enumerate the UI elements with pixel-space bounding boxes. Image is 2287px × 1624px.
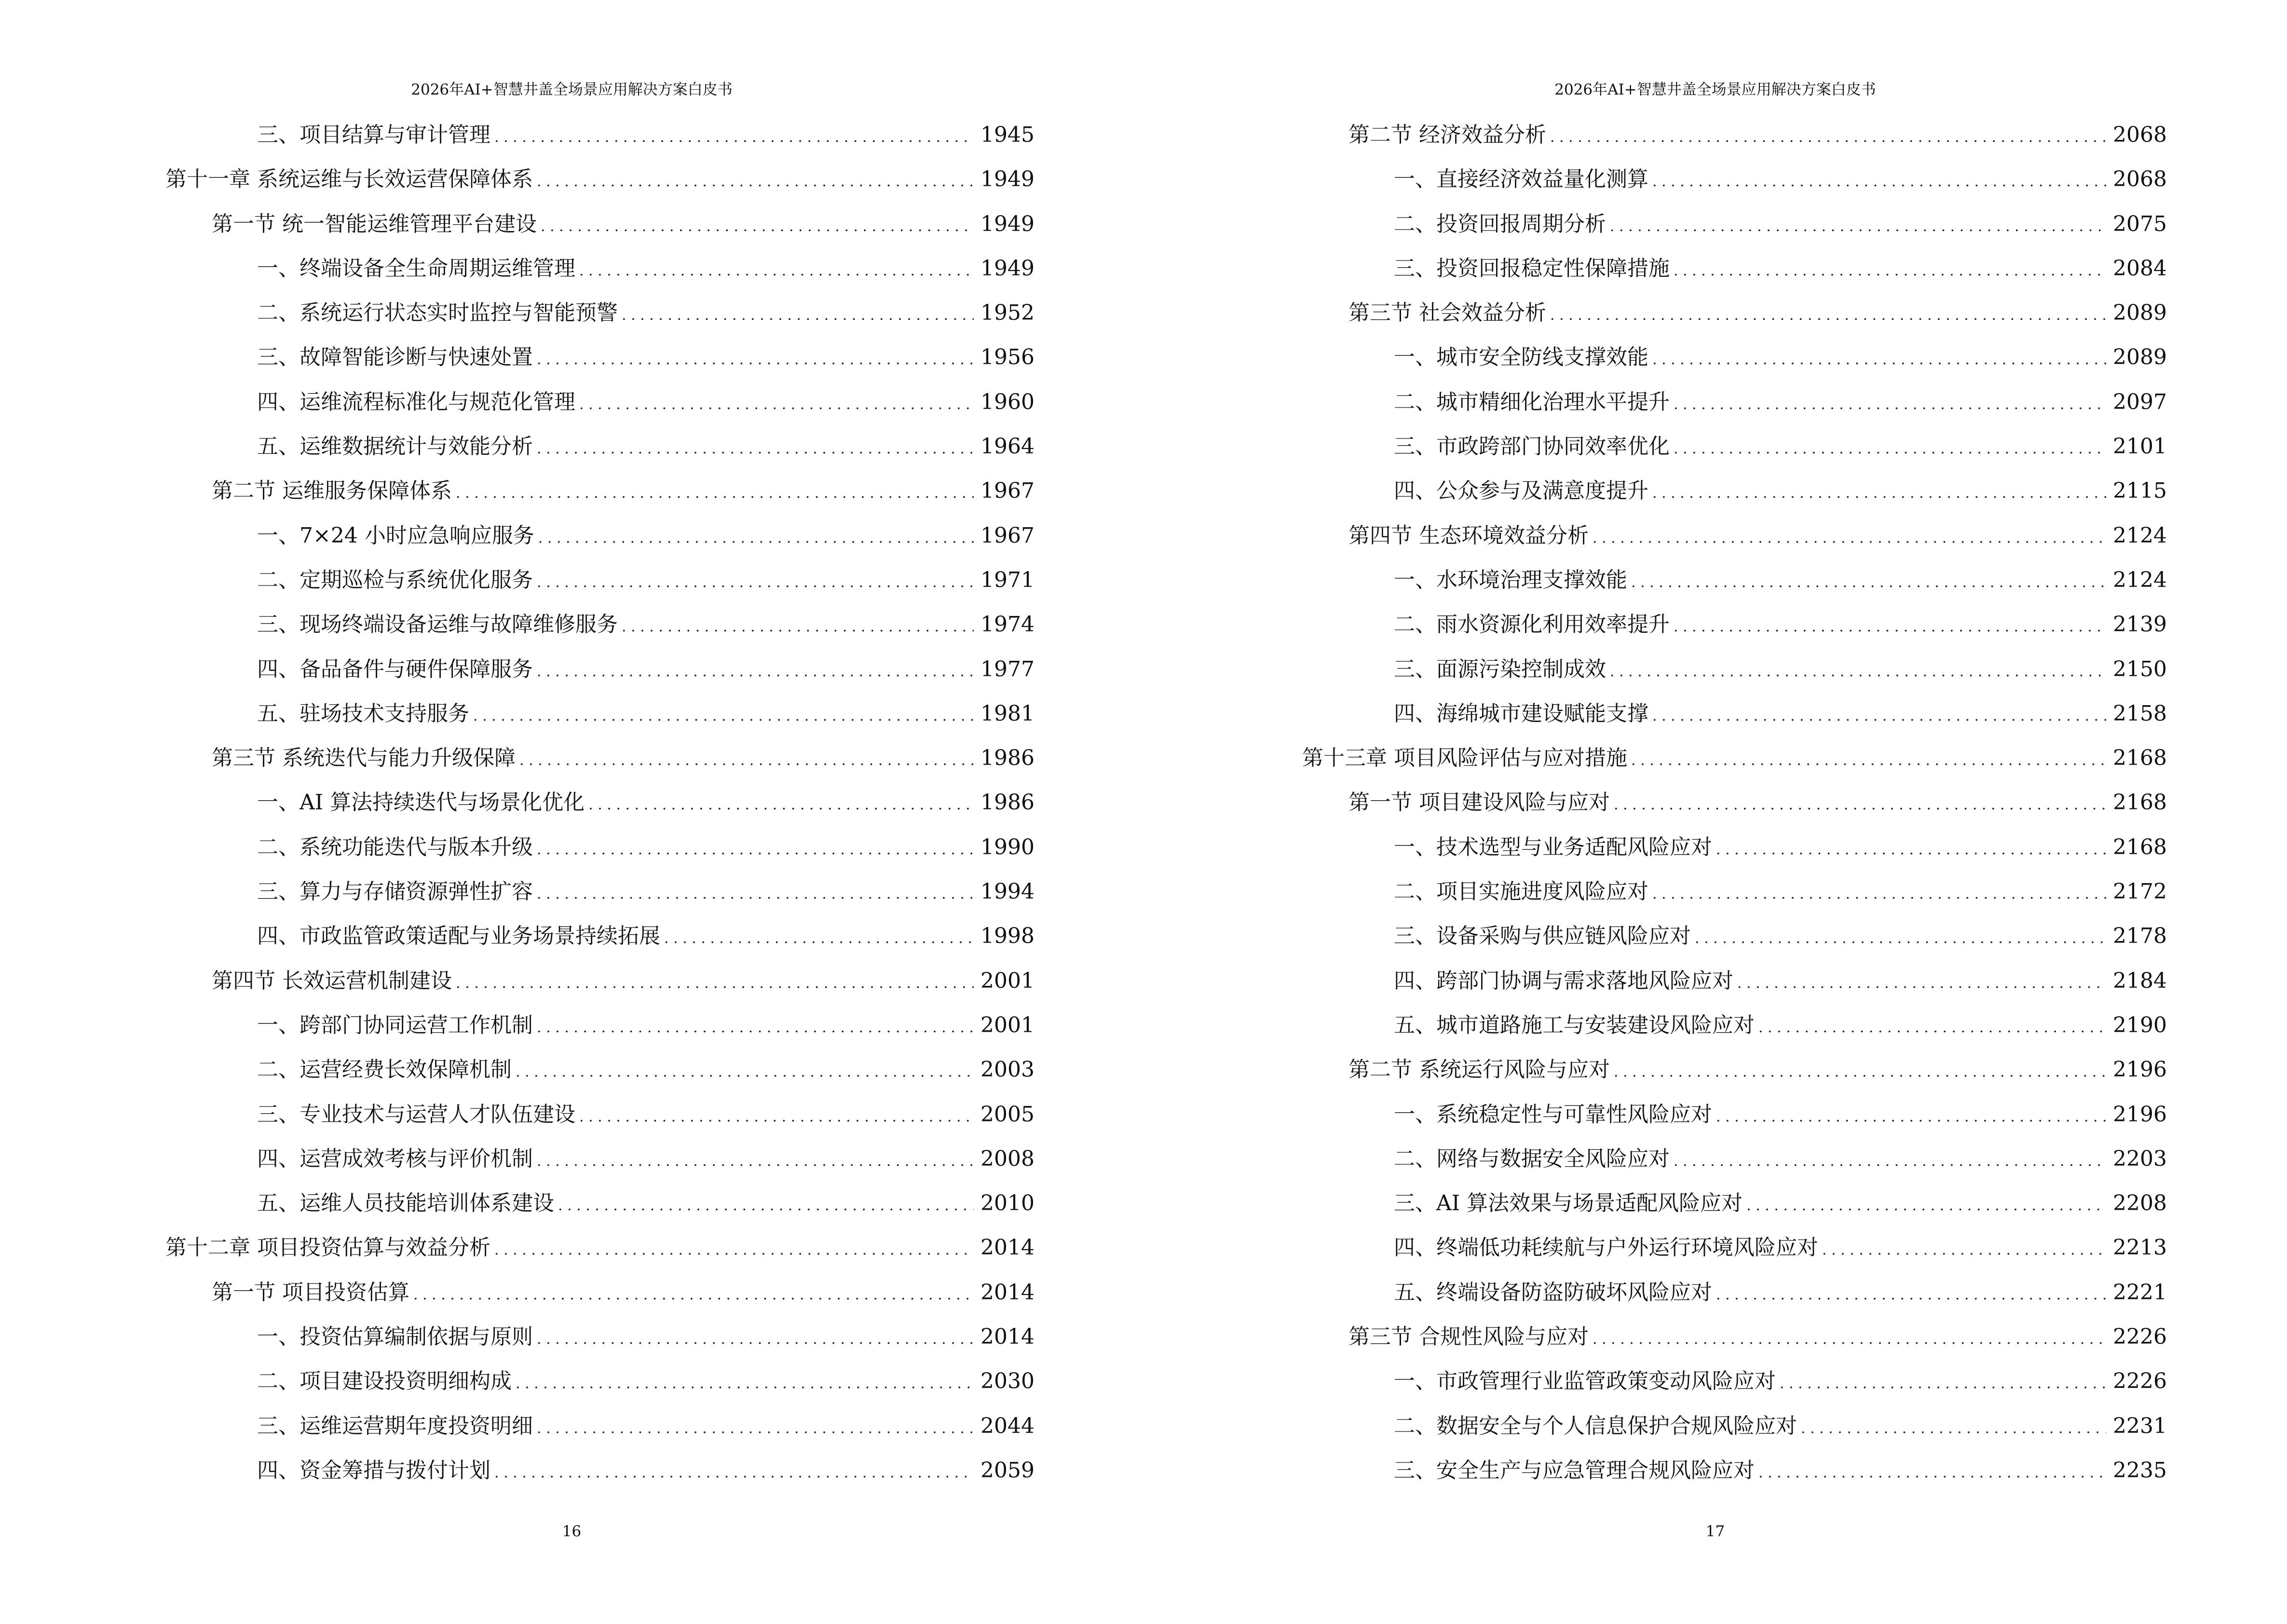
dot-leader <box>1758 1460 2106 1487</box>
dot-leader <box>1746 1192 2106 1219</box>
toc-entry-item[interactable] <box>165 389 1035 433</box>
toc-entry-page-number: 2168 <box>2113 790 2167 815</box>
dot-leader <box>1674 258 2106 285</box>
dot-leader <box>622 302 974 329</box>
toc-entry-page-number: 2014 <box>980 1235 1035 1260</box>
dot-leader <box>516 1059 974 1086</box>
toc-entry-title: 第一节 统一智能运维管理平台建设 <box>212 211 537 236</box>
toc-entry-title: 四、海绵城市建设赋能支撑 <box>1394 701 1648 726</box>
toc-entry-title: 第二节 系统运行风险与应对 <box>1348 1057 1610 1082</box>
dot-leader <box>1652 881 2106 908</box>
toc-entry-section[interactable] <box>1302 789 2167 833</box>
toc-entry-page-number: 2184 <box>2113 968 2167 993</box>
toc-entry-page-number: 1952 <box>980 300 1035 326</box>
toc-entry-page-number: 1998 <box>980 924 1035 949</box>
toc-entry-page-number: 2213 <box>2113 1235 2167 1260</box>
toc-entry-page-number: 2044 <box>980 1413 1035 1438</box>
toc-entry-item[interactable] <box>165 255 1035 300</box>
toc-entry-title: 二、数据安全与个人信息保护合规风险应对 <box>1394 1413 1797 1438</box>
toc-entry-page-number: 2068 <box>2113 167 2167 192</box>
toc-entry-page-number: 1994 <box>980 879 1035 904</box>
dot-leader <box>1716 836 2106 863</box>
toc-entry-page-number: 1945 <box>980 123 1035 147</box>
dot-leader <box>541 213 974 240</box>
toc-entry-title: 一、直接经济效益量化测算 <box>1394 167 1648 192</box>
dot-leader <box>1758 1014 2106 1041</box>
toc-entry-page-number: 2059 <box>980 1458 1035 1483</box>
toc-entry-item[interactable] <box>165 433 1035 478</box>
dot-leader <box>1614 1059 2106 1086</box>
dot-leader <box>537 881 974 908</box>
toc-entry-page-number: 2115 <box>2113 478 2167 504</box>
toc-entry-page-number: 2001 <box>980 968 1035 993</box>
toc-entry-page-number: 2226 <box>2113 1324 2167 1350</box>
toc-entry-page-number: 2196 <box>2113 1057 2167 1082</box>
dot-leader <box>1652 168 2106 195</box>
toc-entry-section[interactable] <box>165 1279 1035 1324</box>
toc-entry-title: 二、系统功能迭代与版本升级 <box>257 834 533 860</box>
dot-leader <box>1550 124 2106 151</box>
toc-entry-title: 第三节 合规性风险与应对 <box>1348 1324 1589 1350</box>
toc-entry-title: 五、终端设备防盗防破坏风险应对 <box>1394 1280 1712 1305</box>
toc-entry-item[interactable] <box>165 700 1035 745</box>
toc-entry-page-number: 2014 <box>980 1324 1035 1350</box>
dot-leader <box>1550 302 2106 329</box>
toc-entry-title: 三、投资回报稳定性保障措施 <box>1394 256 1670 281</box>
toc-entry-item[interactable] <box>165 344 1035 388</box>
toc-entry-page-number: 2101 <box>2113 434 2167 459</box>
toc-entry-item[interactable] <box>165 611 1035 655</box>
dot-leader <box>1614 792 2106 819</box>
toc-entry-section[interactable] <box>1302 122 2167 166</box>
toc-entry-title: 第一节 项目投资估算 <box>212 1280 409 1305</box>
toc-entry-title: 三、算力与存储资源弹性扩容 <box>257 879 533 904</box>
toc-entry-page-number: 2196 <box>2113 1102 2167 1127</box>
dot-leader <box>1610 213 2106 240</box>
toc-entry-item[interactable] <box>1302 1279 2167 1324</box>
toc-entry-page-number: 2208 <box>2113 1191 2167 1216</box>
toc-entry-title: 二、雨水资源化利用效率提升 <box>1394 612 1670 637</box>
dot-leader <box>1716 1282 2106 1309</box>
toc-entry-item[interactable] <box>165 1056 1035 1101</box>
toc-entry-page-number: 2089 <box>2113 345 2167 370</box>
toc-entry-item[interactable] <box>165 789 1035 833</box>
toc-entry-item[interactable] <box>1302 878 2167 923</box>
toc-entry-item[interactable] <box>165 656 1035 700</box>
toc-entry-title: 第二节 经济效益分析 <box>1348 123 1546 147</box>
right-page <box>1144 0 2287 1624</box>
toc-entry-page-number: 2226 <box>2113 1369 2167 1394</box>
toc-entry-title: 一、跨部门协同运营工作机制 <box>257 1012 533 1037</box>
toc-entry-section[interactable] <box>165 968 1035 1012</box>
page-number: 17 <box>1705 1523 1725 1540</box>
toc-entry-title: 二、系统运行状态实时监控与智能预警 <box>257 300 618 326</box>
toc-entry-page-number: 2005 <box>980 1102 1035 1127</box>
toc-entry-page-number: 2030 <box>980 1369 1035 1394</box>
toc-entry-section[interactable] <box>1302 1056 2167 1101</box>
toc-entry-title: 一、AI 算法持续迭代与场景化优化 <box>257 790 585 815</box>
toc-entry-page-number: 1949 <box>980 167 1035 192</box>
toc-entry-title: 四、运营成效考核与评价机制 <box>257 1146 533 1171</box>
toc-entry-title: 第四节 生态环境效益分析 <box>1348 523 1589 548</box>
toc-entry-item[interactable] <box>1302 211 2167 255</box>
toc-entry-page-number: 2089 <box>2113 300 2167 326</box>
toc-entry-title: 二、运营经费长效保障机制 <box>257 1057 512 1082</box>
dot-leader <box>537 1326 974 1353</box>
toc-entry-page-number: 2139 <box>2113 612 2167 637</box>
dot-leader <box>579 1104 974 1131</box>
dot-leader <box>1674 1148 2106 1175</box>
toc-entry-chapter[interactable] <box>165 1234 1035 1279</box>
toc-entry-page-number: 2075 <box>2113 211 2167 236</box>
toc-entry-item[interactable] <box>1302 1012 2167 1056</box>
toc-entry-title: 四、跨部门协调与需求落地风险应对 <box>1394 968 1733 993</box>
toc-entry-page-number: 1981 <box>980 701 1035 726</box>
toc-entry-page-number: 1967 <box>980 478 1035 504</box>
dot-leader <box>1822 1237 2106 1264</box>
toc-entry-item[interactable] <box>1302 567 2167 611</box>
dot-leader <box>519 747 974 774</box>
toc-entry-title: 一、终端设备全生命周期运维管理 <box>257 256 575 281</box>
toc-entry-chapter[interactable] <box>1302 745 2167 789</box>
dot-leader <box>558 1192 974 1219</box>
dot-leader <box>664 925 974 952</box>
dot-leader <box>1631 569 2106 596</box>
toc-entry-page-number: 1949 <box>980 256 1035 281</box>
toc-entry-page-number: 2010 <box>980 1191 1035 1216</box>
dot-leader <box>588 792 974 819</box>
toc-entry-title: 四、市政监管政策适配与业务场景持续拓展 <box>257 924 660 949</box>
toc-entry-item[interactable] <box>1302 1101 2167 1146</box>
toc-entry-page-number: 1971 <box>980 567 1035 592</box>
toc-entry-page-number: 2190 <box>2113 1012 2167 1037</box>
toc-entry-page-number: 1986 <box>980 790 1035 815</box>
dot-leader <box>1737 970 2106 997</box>
toc-entry-title: 五、运维数据统计与效能分析 <box>257 434 533 459</box>
toc-entry-title: 一、水环境治理支撑效能 <box>1394 567 1627 592</box>
dot-leader <box>1674 391 2106 418</box>
toc-entry-page-number: 2168 <box>2113 746 2167 771</box>
toc-entry-title: 三、故障智能诊断与快速处置 <box>257 345 533 370</box>
dot-leader <box>538 525 974 552</box>
toc-entry-title: 二、城市精细化治理水平提升 <box>1394 389 1670 414</box>
toc-entry-title: 五、城市道路施工与安装建设风险应对 <box>1394 1012 1755 1037</box>
dot-leader <box>622 614 974 641</box>
toc-entry-page-number: 2001 <box>980 1012 1035 1037</box>
toc-entry-page-number: 2068 <box>2113 123 2167 147</box>
toc-entry-title: 三、面源污染控制成效 <box>1394 656 1606 682</box>
toc-entry-page-number: 1956 <box>980 345 1035 370</box>
dot-leader <box>494 124 974 151</box>
toc-entry-section[interactable] <box>165 745 1035 789</box>
toc-entry-title: 二、定期巡检与系统优化服务 <box>257 567 533 592</box>
dot-leader <box>1631 747 2106 774</box>
toc-entry-item[interactable] <box>1302 166 2167 210</box>
toc-entry-page-number: 2231 <box>2113 1413 2167 1438</box>
dot-leader <box>537 836 974 863</box>
toc-entry-title: 一、城市安全防线支撑效能 <box>1394 345 1648 370</box>
toc-entry-page-number: 2203 <box>2113 1146 2167 1171</box>
toc-entry-page-number: 2097 <box>2113 389 2167 414</box>
toc-entry-item[interactable] <box>165 567 1035 611</box>
toc-entry-item[interactable] <box>1302 834 2167 878</box>
toc-entry-item[interactable] <box>165 878 1035 923</box>
dot-leader <box>413 1282 974 1309</box>
toc-entry-item[interactable] <box>1302 1368 2167 1412</box>
dot-leader <box>1801 1415 2106 1442</box>
toc-entry-title: 一、系统稳定性与可靠性风险应对 <box>1394 1102 1712 1127</box>
running-header: 2026年AI+智慧井盖全场景应用解决方案白皮书 <box>411 81 733 98</box>
dot-leader <box>1610 658 2106 685</box>
toc-entry-item[interactable] <box>165 834 1035 878</box>
toc-entry-item[interactable] <box>1302 389 2167 433</box>
toc-entry-page-number: 1977 <box>980 656 1035 682</box>
toc-entry-item[interactable] <box>1302 1457 2167 1501</box>
toc-entry-item[interactable] <box>1302 478 2167 522</box>
toc-entry-page-number: 1967 <box>980 523 1035 548</box>
toc-entry-page-number: 2178 <box>2113 924 2167 949</box>
dot-leader <box>579 258 974 285</box>
toc-entry-title: 五、驻场技术支持服务 <box>257 701 469 726</box>
dot-leader <box>1674 614 2106 641</box>
toc-entry-page-number: 2150 <box>2113 656 2167 682</box>
toc-entry-page-number: 2008 <box>980 1146 1035 1171</box>
toc-entry-title: 一、投资估算编制依据与原则 <box>257 1324 533 1350</box>
dot-leader <box>537 1415 974 1442</box>
toc-entry-section[interactable] <box>1302 1324 2167 1368</box>
toc-list <box>165 122 1035 1501</box>
dot-leader <box>1652 346 2106 373</box>
page-number: 16 <box>562 1523 582 1540</box>
toc-entry-title: 三、设备采购与供应链风险应对 <box>1394 924 1691 949</box>
toc-entry-item[interactable] <box>1302 611 2167 655</box>
toc-list <box>1302 122 2167 1501</box>
toc-entry-title: 一、7×24 小时应急响应服务 <box>257 523 534 548</box>
dot-leader <box>1780 1370 2106 1397</box>
toc-entry-title: 第十一章 系统运维与长效运营保障体系 <box>165 167 533 192</box>
dot-leader <box>494 1460 974 1487</box>
toc-entry-title: 三、项目结算与审计管理 <box>257 123 490 147</box>
toc-entry-page-number: 1974 <box>980 612 1035 637</box>
toc-entry-title: 二、项目建设投资明细构成 <box>257 1369 512 1394</box>
toc-entry-item[interactable] <box>165 1012 1035 1056</box>
toc-entry-item[interactable] <box>165 522 1035 567</box>
dot-leader <box>1674 436 2106 463</box>
toc-entry-title: 第二节 运维服务保障体系 <box>212 478 452 504</box>
dot-leader <box>494 1237 974 1264</box>
toc-entry-title: 三、专业技术与运营人才队伍建设 <box>257 1102 575 1127</box>
dot-leader <box>456 480 974 507</box>
toc-entry-title: 三、AI 算法效果与场景适配风险应对 <box>1394 1191 1743 1216</box>
toc-entry-item[interactable] <box>1302 968 2167 1012</box>
toc-entry-section[interactable] <box>165 478 1035 522</box>
toc-entry-title: 第十三章 项目风险评估与应对措施 <box>1302 746 1627 771</box>
toc-entry-title: 二、网络与数据安全风险应对 <box>1394 1146 1670 1171</box>
toc-entry-item[interactable] <box>165 1457 1035 1501</box>
toc-entry-chapter[interactable] <box>165 166 1035 210</box>
toc-entry-page-number: 2172 <box>2113 879 2167 904</box>
toc-entry-page-number: 1949 <box>980 211 1035 236</box>
dot-leader <box>1695 925 2106 952</box>
toc-entry-item[interactable] <box>165 1324 1035 1368</box>
dot-leader <box>537 569 974 596</box>
toc-entry-page-number: 1960 <box>980 389 1035 414</box>
toc-entry-title: 五、运维人员技能培训体系建设 <box>257 1191 554 1216</box>
toc-entry-page-number: 2168 <box>2113 834 2167 860</box>
dot-leader <box>516 1370 974 1397</box>
dot-leader <box>1593 525 2106 552</box>
toc-entry-item[interactable] <box>1302 700 2167 745</box>
toc-entry-title: 第十二章 项目投资估算与效益分析 <box>165 1235 490 1260</box>
toc-entry-item[interactable] <box>1302 255 2167 300</box>
toc-entry-title: 三、市政跨部门协同效率优化 <box>1394 434 1670 459</box>
toc-entry-title: 第一节 项目建设风险与应对 <box>1348 790 1610 815</box>
toc-entry-title: 四、公众参与及满意度提升 <box>1394 478 1648 504</box>
toc-entry-item[interactable] <box>165 1101 1035 1146</box>
toc-entry-title: 第四节 长效运营机制建设 <box>212 968 452 993</box>
toc-entry-page-number: 2235 <box>2113 1458 2167 1483</box>
dot-leader <box>1716 1104 2106 1131</box>
dot-leader <box>579 391 974 418</box>
dot-leader <box>537 1148 974 1175</box>
toc-entry-page-number: 1990 <box>980 834 1035 860</box>
toc-entry-item[interactable] <box>165 1190 1035 1234</box>
toc-entry-page-number: 2003 <box>980 1057 1035 1082</box>
toc-entry-page-number: 1964 <box>980 434 1035 459</box>
dot-leader <box>1652 703 2106 730</box>
toc-entry-item[interactable] <box>1302 1413 2167 1457</box>
toc-entry-section[interactable] <box>1302 522 2167 567</box>
toc-entry-item[interactable] <box>1302 1234 2167 1279</box>
toc-entry-item[interactable] <box>165 1368 1035 1412</box>
toc-entry-item[interactable] <box>1302 1146 2167 1190</box>
toc-entry-section[interactable] <box>165 211 1035 255</box>
toc-entry-page-number: 2084 <box>2113 256 2167 281</box>
toc-entry-title: 四、资金筹措与拨付计划 <box>257 1458 490 1483</box>
dot-leader <box>537 168 974 195</box>
dot-leader <box>537 436 974 463</box>
toc-entry-item[interactable] <box>165 1413 1035 1457</box>
toc-entry-item[interactable] <box>165 122 1035 166</box>
toc-entry-page-number: 1986 <box>980 746 1035 771</box>
toc-entry-title: 二、投资回报周期分析 <box>1394 211 1606 236</box>
toc-entry-section[interactable] <box>1302 300 2167 344</box>
toc-entry-page-number: 2124 <box>2113 567 2167 592</box>
toc-entry-item[interactable] <box>1302 433 2167 478</box>
running-header: 2026年AI+智慧井盖全场景应用解决方案白皮书 <box>1554 81 1876 98</box>
dot-leader <box>1652 480 2106 507</box>
dot-leader <box>1593 1326 2106 1353</box>
toc-entry-item[interactable] <box>165 1146 1035 1190</box>
toc-entry-title: 三、现场终端设备运维与故障维修服务 <box>257 612 618 637</box>
toc-entry-title: 第三节 系统迭代与能力升级保障 <box>212 746 516 771</box>
dot-leader <box>537 658 974 685</box>
toc-entry-title: 一、市政管理行业监管政策变动风险应对 <box>1394 1369 1776 1394</box>
toc-entry-page-number: 2014 <box>980 1280 1035 1305</box>
toc-entry-item[interactable] <box>165 300 1035 344</box>
toc-entry-title: 四、运维流程标准化与规范化管理 <box>257 389 575 414</box>
dot-leader <box>473 703 974 730</box>
toc-entry-title: 三、安全生产与应急管理合规风险应对 <box>1394 1458 1755 1483</box>
toc-entry-page-number: 2158 <box>2113 701 2167 726</box>
dot-leader <box>537 346 974 373</box>
toc-entry-item[interactable] <box>1302 344 2167 388</box>
toc-entry-item[interactable] <box>1302 923 2167 967</box>
toc-entry-page-number: 2221 <box>2113 1280 2167 1305</box>
toc-entry-item[interactable] <box>165 923 1035 967</box>
toc-entry-item[interactable] <box>1302 1190 2167 1234</box>
toc-entry-title: 一、技术选型与业务适配风险应对 <box>1394 834 1712 860</box>
toc-entry-title: 四、备品备件与硬件保障服务 <box>257 656 533 682</box>
toc-entry-page-number: 2124 <box>2113 523 2167 548</box>
dot-leader <box>456 970 974 997</box>
toc-entry-title: 第三节 社会效益分析 <box>1348 300 1546 326</box>
toc-entry-title: 四、终端低功耗续航与户外运行环境风险应对 <box>1394 1235 1818 1260</box>
toc-entry-item[interactable] <box>1302 656 2167 700</box>
toc-entry-title: 三、运维运营期年度投资明细 <box>257 1413 533 1438</box>
dot-leader <box>537 1014 974 1041</box>
toc-entry-title: 二、项目实施进度风险应对 <box>1394 879 1648 904</box>
